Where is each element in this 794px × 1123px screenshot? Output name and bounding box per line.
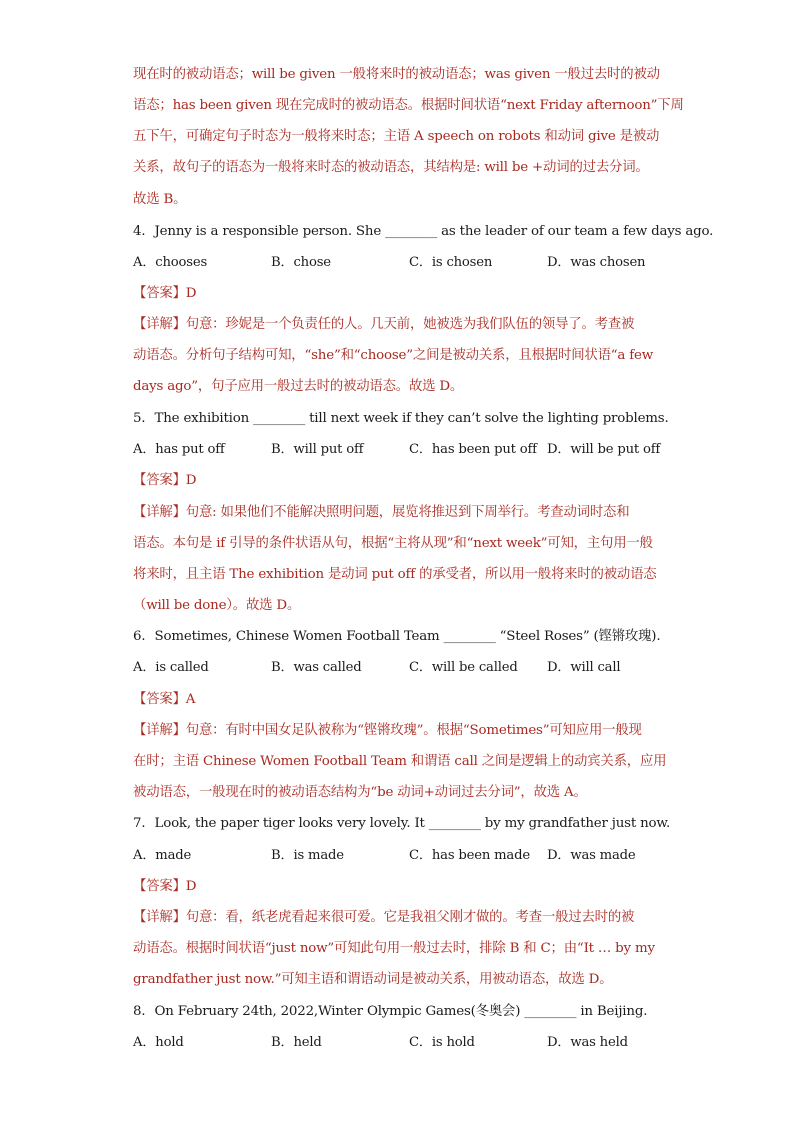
q6-detail-line: 被动语态，一般现在时的被动语态结构为“be 动词+动词过去分词”，故选 A。 [133, 785, 587, 800]
q8-option-c: C．is hold [409, 1035, 475, 1050]
q4-detail-line: 【详解】句意：珍妮是一个负责任的人。几天前，她被选为我们队伍的领导了。考查被 [133, 317, 635, 332]
explanation-line: 现在时的被动语态；will be given 一般将来时的被动语态；was given 一般过去时的被动 [133, 67, 660, 82]
q8-option-a: A．hold [133, 1035, 184, 1050]
explanation-line: 五下午，可确定句子时态为一般将来时态；主语 A speech on robots 和动词 give 是被动 [133, 129, 660, 144]
q7-option-c: C．has been made [409, 848, 530, 863]
q5-option-b: B．will put off [271, 442, 364, 457]
q8-option-d: D．was held [547, 1035, 628, 1050]
q7-answer: 【答案】D [133, 879, 197, 894]
q6-detail-line: 【详解】句意：有时中国女足队被称为“铿锵玫瑰”。根据“Sometimes”可知应用一般现 [133, 723, 642, 738]
q6-option-c: C．will be called [409, 660, 518, 675]
question-5-stem: 5．The exhibition ________ till next week if they can’t solve the lighting problems. [133, 411, 669, 426]
q4-option-c: C．is chosen [409, 255, 493, 270]
q6-option-d: D．will call [547, 660, 621, 675]
q6-option-a: A．is called [133, 660, 209, 675]
explanation-line: 语态；has been given 现在完成时的被动语态。根据时间状语“next Friday afternoon”下周 [133, 98, 684, 113]
q7-option-d: D．was made [547, 848, 636, 863]
explanation-line: 关系，故句子的语态为一般将来时态的被动语态，其结构是: will be +动词的过去分词。 [133, 160, 649, 175]
q7-detail-line: 【详解】句意：看，纸老虎看起来很可爱。它是我祖父刚才做的。考查一般过去时的被 [133, 910, 635, 925]
q5-option-a: A．has put off [133, 442, 225, 457]
q7-detail-line: grandfather just now.”可知主语和谓语动词是被动关系，用被动语态，故选 D。 [133, 972, 613, 987]
question-8-stem: 8．On February 24th, 2022,Winter Olympic Games(冬奥会) ________ in Beijing. [133, 1004, 648, 1019]
q4-option-d: D．was chosen [547, 255, 646, 270]
q5-detail-line: 语态。本句是 if 引导的条件状语从句，根据“主将从现”和“next week”可知，主句用一般 [133, 536, 653, 551]
q5-detail-line: （will be done）。故选 D。 [133, 598, 301, 613]
q5-option-c: C．has been put off [409, 442, 537, 457]
q4-detail-line: 动语态。分析句子结构可知，“she”和“choose”之间是被动关系，且根据时间状语“a few [133, 348, 654, 363]
q6-option-b: B．was called [271, 660, 362, 675]
q4-option-b: B．chose [271, 255, 331, 270]
q4-answer: 【答案】D [133, 286, 197, 301]
q7-option-a: A．made [133, 848, 192, 863]
question-4-stem: 4．Jenny is a responsible person. She ________ as the leader of our team a few days ago. [133, 224, 714, 239]
q7-detail-line: 动语态。根据时间状语“just now”可知此句用一般过去时，排除 B 和 C；由“It … by my [133, 941, 655, 956]
q6-detail-line: 在时；主语 Chinese Women Football Team 和谓语 call 之间是逻辑上的动宾关系，应用 [133, 754, 667, 769]
explanation-line: 故选 B。 [133, 192, 187, 207]
q5-detail-line: 【详解】句意: 如果他们不能解决照明问题，展览将推迟到下周举行。考查动词时态和 [133, 505, 630, 520]
q5-detail-line: 将来时，且主语 The exhibition 是动词 put off 的承受者，所以用一般将来时的被动语态 [133, 567, 657, 582]
q8-option-b: B．held [271, 1035, 322, 1050]
q6-answer: 【答案】A [133, 692, 196, 707]
q7-option-b: B．is made [271, 848, 344, 863]
q5-answer: 【答案】D [133, 473, 197, 488]
q4-detail-line: days ago”，句子应用一般过去时的被动语态。故选 D。 [133, 379, 464, 394]
question-6-stem: 6．Sometimes, Chinese Women Football Team ________ “Steel Roses” (铿锵玫瑰). [133, 629, 661, 644]
question-7-stem: 7．Look, the paper tiger looks very lovely. It ________ by my grandfather just now. [133, 816, 671, 831]
q5-option-d: D．will be put off [547, 442, 661, 457]
q4-option-a: A．chooses [133, 255, 208, 270]
